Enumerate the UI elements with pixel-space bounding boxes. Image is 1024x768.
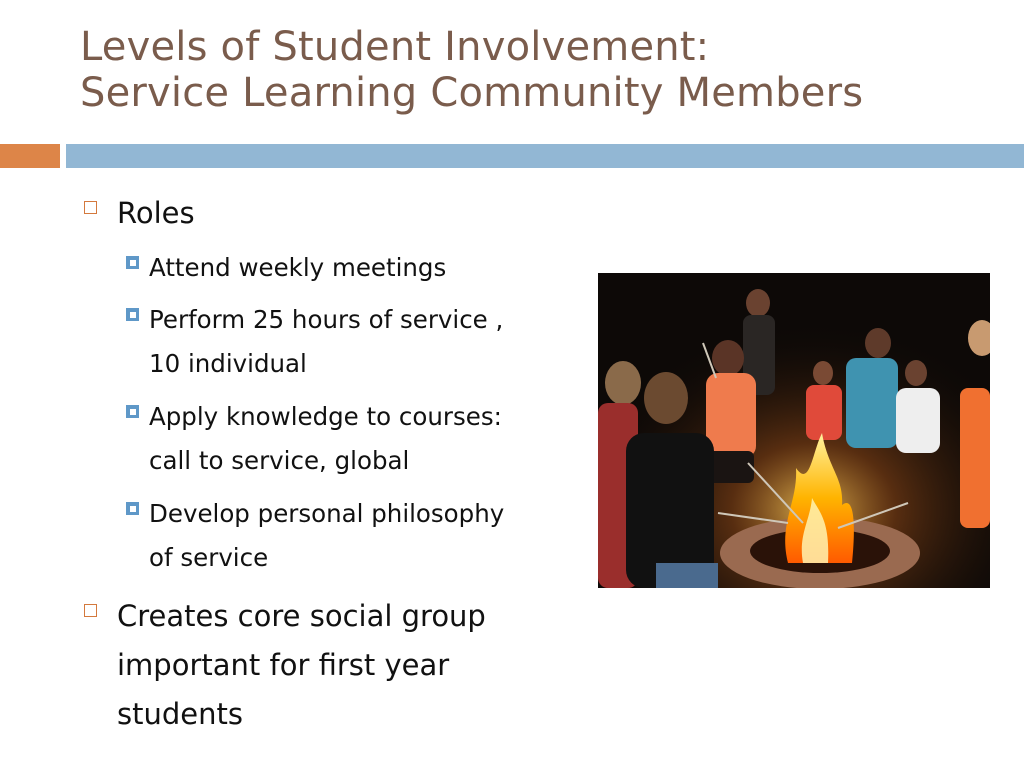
bullet-square-icon	[84, 201, 97, 214]
subbullet-line: Perform 25 hours of service ,	[149, 305, 504, 334]
subbullet-text	[149, 246, 446, 290]
subbullet-perform-hours	[126, 298, 503, 386]
subbullet-square-icon	[126, 256, 139, 269]
bullet-line: important for first year	[117, 648, 450, 682]
bullet-line: Creates core social group	[117, 599, 486, 633]
subbullet-line: 10 individual	[149, 349, 307, 378]
subbullet-develop-philosophy	[126, 492, 504, 580]
bullet-text	[117, 592, 486, 739]
bullet-core-social-group	[84, 592, 486, 739]
campfire-photo	[598, 273, 990, 588]
subbullet-line: of service	[149, 543, 269, 572]
campfire-photo-illustration	[598, 273, 990, 588]
subbullet-line: Apply knowledge to courses:	[149, 402, 502, 431]
subbullet-line: Develop personal philosophy	[149, 499, 505, 528]
subbullet-text	[149, 492, 504, 580]
bullet-roles	[84, 189, 195, 238]
bullet-text: Roles	[117, 196, 195, 230]
subbullet-attend-meetings	[126, 246, 446, 290]
subbullet-apply-knowledge	[126, 395, 502, 483]
subbullet-text	[149, 395, 502, 483]
title-line-2: Service Learning Community Members	[80, 70, 864, 116]
subbullet-square-icon	[126, 308, 139, 321]
subbullet-square-icon	[126, 405, 139, 418]
title-line-1: Levels of Student Involvement:	[80, 24, 710, 70]
subbullet-text	[149, 298, 503, 386]
bullet-square-icon	[84, 604, 97, 617]
bullet-line: students	[117, 697, 243, 731]
subbullet-line: Attend weekly meetings	[149, 253, 447, 282]
subbullet-square-icon	[126, 502, 139, 515]
subbullet-line: call to service, global	[149, 446, 410, 475]
